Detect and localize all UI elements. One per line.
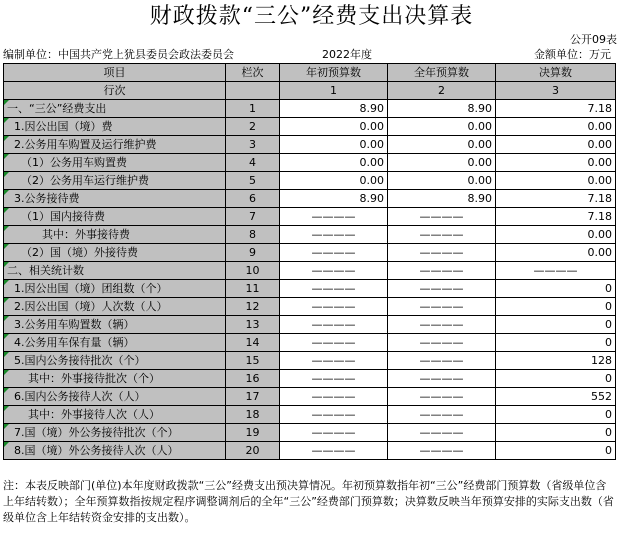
row-item: （1）公务用车购置费 [4,154,226,172]
row-final: 0 [496,316,616,334]
row-initial-budget: 0.00 [280,172,388,190]
table-row [4,100,616,118]
row-final: 0 [496,298,616,316]
row-line-no: 2 [226,118,280,136]
row-item: 其中：外事接待费 [4,226,226,244]
expenditure-table [3,63,616,460]
row-initial-budget: 8.90 [280,190,388,208]
header-item: 项目 [4,64,226,82]
table-row [4,154,616,172]
row-full-budget: ———— [388,352,496,370]
row-final: 0.00 [496,244,616,262]
line-number-blank [226,82,280,100]
row-full-budget: ———— [388,244,496,262]
table-row [4,208,616,226]
row-full-budget: 8.90 [388,100,496,118]
header-full-budget: 全年预算数 [388,64,496,82]
row-initial-budget: ———— [280,334,388,352]
row-initial-budget: ———— [280,262,388,280]
row-full-budget: ———— [388,370,496,388]
row-line-no: 16 [226,370,280,388]
row-full-budget: 0.00 [388,172,496,190]
row-initial-budget: 8.90 [280,100,388,118]
row-item: 2.因公出国（境）人次数（人） [4,298,226,316]
row-item: 2.公务用车购置及运行维护费 [4,136,226,154]
row-full-budget: ———— [388,262,496,280]
row-initial-budget: ———— [280,388,388,406]
header-initial-budget: 年初预算数 [280,64,388,82]
header-line-no: 栏次 [226,64,280,82]
row-line-no: 8 [226,226,280,244]
row-initial-budget: ———— [280,424,388,442]
row-item: 其中：外事接待人次（人） [4,406,226,424]
table-row [4,136,616,154]
row-final: 7.18 [496,100,616,118]
col-index-3: 3 [496,82,616,100]
row-final: 128 [496,352,616,370]
row-final: 0 [496,406,616,424]
row-full-budget: ———— [388,442,496,460]
compiling-unit: 编制单位：中国共产党上犹县委员会政法委员会 [3,48,234,61]
table-row [4,424,616,442]
row-item: 7.国（境）外公务接待批次（个） [4,424,226,442]
row-final: 7.18 [496,190,616,208]
row-item: （1）国内接待费 [4,208,226,226]
table-row [4,244,616,262]
row-line-no: 18 [226,406,280,424]
row-full-budget: 0.00 [388,154,496,172]
table-row [4,370,616,388]
table-row [4,388,616,406]
row-full-budget: 0.00 [388,118,496,136]
row-full-budget: ———— [388,424,496,442]
row-full-budget: ———— [388,316,496,334]
row-item: （2）国（境）外接待费 [4,244,226,262]
form-number: 公开09表 [570,33,617,46]
table-row [4,280,616,298]
table-row [4,352,616,370]
row-initial-budget: ———— [280,244,388,262]
row-final: 0 [496,334,616,352]
row-final: 0.00 [496,172,616,190]
row-line-no: 11 [226,280,280,298]
row-full-budget: ———— [388,298,496,316]
row-item: （2）公务用车运行维护费 [4,172,226,190]
row-item: 4.公务用车保有量（辆） [4,334,226,352]
row-item: 3.公务用车购置数（辆） [4,316,226,334]
row-line-no: 20 [226,442,280,460]
row-final: 0.00 [496,118,616,136]
row-line-no: 3 [226,136,280,154]
row-line-no: 15 [226,352,280,370]
row-line-no: 19 [226,424,280,442]
row-item: 3.公务接待费 [4,190,226,208]
col-index-1: 1 [280,82,388,100]
table-row [4,190,616,208]
table-row [4,118,616,136]
row-initial-budget: ———— [280,352,388,370]
table-row [4,406,616,424]
row-item: 一、“三公”经费支出 [4,100,226,118]
row-line-no: 10 [226,262,280,280]
row-line-no: 1 [226,100,280,118]
row-full-budget: ———— [388,280,496,298]
row-final: 7.18 [496,208,616,226]
row-item: 其中：外事接待批次（个） [4,370,226,388]
row-full-budget: ———— [388,406,496,424]
page-title: 财政拨款“三公”经费支出决算表 [149,4,474,29]
row-final: 0 [496,424,616,442]
row-initial-budget: ———— [280,298,388,316]
row-full-budget: ———— [388,388,496,406]
row-full-budget: 0.00 [388,136,496,154]
table-row [4,316,616,334]
table-row [4,226,616,244]
row-initial-budget: 0.00 [280,118,388,136]
row-initial-budget: ———— [280,280,388,298]
header-final: 决算数 [496,64,616,82]
row-item: 8.国（境）外公务接待人次（人） [4,442,226,460]
amount-unit: 金额单位：万元 [534,48,611,61]
header-row [4,64,616,82]
row-line-no: 6 [226,190,280,208]
line-number-row [4,82,616,100]
row-line-no: 5 [226,172,280,190]
row-initial-budget: 0.00 [280,154,388,172]
row-initial-budget: ———— [280,406,388,424]
table-row [4,334,616,352]
row-final: 0 [496,370,616,388]
table-row [4,172,616,190]
row-initial-budget: ———— [280,370,388,388]
row-final: 0.00 [496,154,616,172]
row-line-no: 13 [226,316,280,334]
row-item: 5.国内公务接待批次（个） [4,352,226,370]
row-initial-budget: ———— [280,208,388,226]
row-item: 1.因公出国（境）费 [4,118,226,136]
row-final: 552 [496,388,616,406]
row-line-no: 17 [226,388,280,406]
report-year: 2022年度 [322,48,372,61]
row-line-no: 12 [226,298,280,316]
table-row [4,298,616,316]
row-full-budget: ———— [388,226,496,244]
row-line-no: 7 [226,208,280,226]
row-initial-budget: ———— [280,316,388,334]
row-full-budget: 8.90 [388,190,496,208]
row-final: 0 [496,442,616,460]
row-item: 二、相关统计数 [4,262,226,280]
row-initial-budget: 0.00 [280,136,388,154]
line-number-label: 行次 [4,82,226,100]
footnote: 注：本表反映部门(单位)本年度财政拨款“三公”经费支出预决算情况。年初预算数指年初“三公”经费部门预算数（省级单位含上年结转数）；全年预算数指按规定程序调整调剂后的全年“三公”经费部门预算数；决算数反映当年预算安排的实际支出数（省级单位含上年结转资金安排的支出数）。 [3,479,614,524]
table-row [4,262,616,280]
row-item: 1.因公出国（境）团组数（个） [4,280,226,298]
row-line-no: 4 [226,154,280,172]
row-final: 0.00 [496,136,616,154]
table-row [4,442,616,460]
row-line-no: 14 [226,334,280,352]
col-index-2: 2 [388,82,496,100]
row-full-budget: ———— [388,334,496,352]
row-full-budget: ———— [388,208,496,226]
row-final: 0.00 [496,226,616,244]
row-initial-budget: ———— [280,442,388,460]
row-final: 0 [496,280,616,298]
row-final: ———— [496,262,616,280]
row-initial-budget: ———— [280,226,388,244]
row-line-no: 9 [226,244,280,262]
row-item: 6.国内公务接待人次（人） [4,388,226,406]
